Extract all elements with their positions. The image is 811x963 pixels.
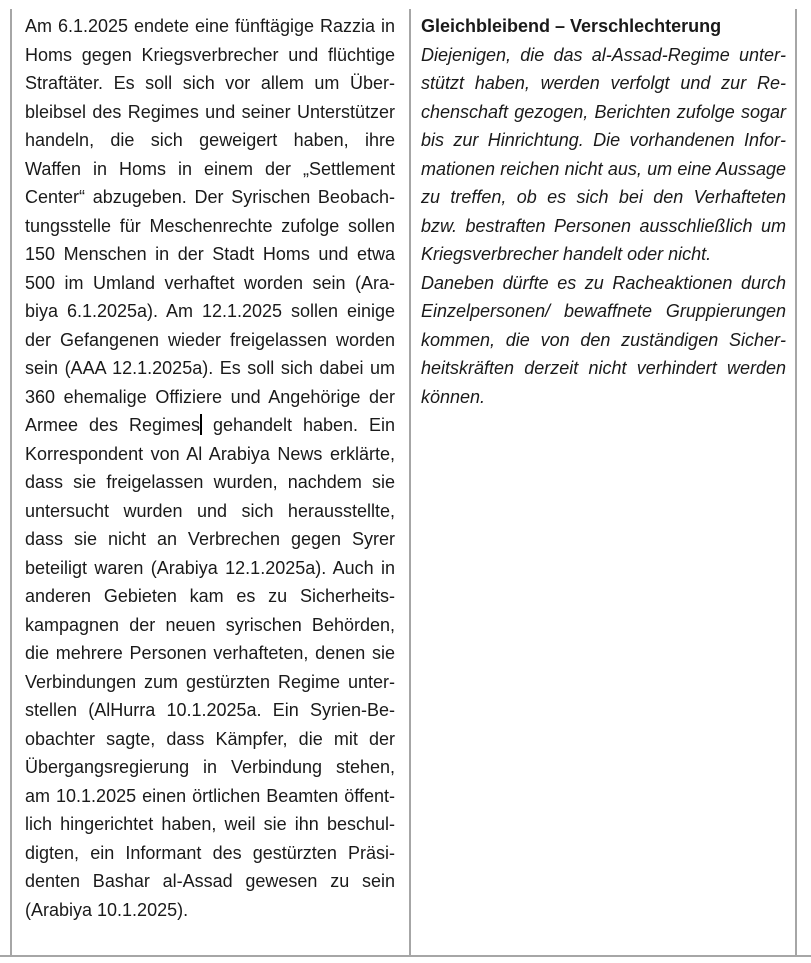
table-border-right [795, 9, 797, 957]
table-border-left [10, 9, 12, 957]
right-paragraph-2: Daneben dürfte es zu Racheaktionen durch Einzelpersonen/ bewaffnete Gruppierungen kommen, die von den zuständigen Sicherheitskräften derzeit nicht verhindert werden können. [421, 272, 786, 407]
left-text-before-caret: Am 6.1.2025 endete eine fünftägige Razzia in Homs gegen Kriegsverbrecher und flüchtige Straftäter. Es soll sich vor allem um Überbleibsel des Regimes und seiner Unterstützer handeln, die sich geweigert haben, ihre Waffen in Homs in einem der „Settlement Center“ abzugeben. Der Syrischen Beobachtungsstelle für Meschenrechte zufolge sollen 150 Menschen in der Stadt Homs und etwa 500 im Umland verhaftet worden sein (Arabiya 6.1.2025a). Am 12.1.2025 sollen einige der Gefangenen wieder freigelassen worden sein (AAA 12.1.2025a). Es soll sich dabei um 360 ehemalige Offiziere und Angehörige der Armee des Regimes [25, 16, 395, 435]
right-column-heading: Gleichbleibend – Verschlechterung [421, 16, 722, 36]
table-border-bottom [0, 955, 811, 957]
right-paragraph-1: Diejenigen, die das al-Assad-Regime unterstützt haben, werden verfolgt und zur Rechenschaft gezogen, Berichten zufolge sogar bis zur Hinrichtung. Die vorhandenen Informationen reichen nicht aus, um eine Aussage zu treffen, ob es sich bei den Verhafteten bzw. bestraften Personen ausschließlich um Kriegsverbrecher handelt oder nicht. [421, 44, 786, 264]
table-border-middle [409, 9, 411, 957]
right-column-text[interactable] [421, 12, 786, 411]
left-column-text[interactable] [25, 12, 395, 924]
left-paragraph [25, 12, 395, 924]
left-text-after-caret: gehandelt haben. Ein Korrespondent von Al Arabiya News erklärte, dass sie freigelassen wurden, nachdem sie untersucht wurden und sich herausstellte, dass sie nicht an Verbrechen gegen Syrer beteiligt waren (Arabiya 12.1.2025a). Auch in anderen Gebieten kam es zu Sicherheitskampagnen der neuen syrischen Behörden, die mehrere Personen verhafteten, denen sie Verbindungen zum gestürzten Regime unterstellen (AlHurra 10.1.2025a. Ein Syrien-Beobachter sagte, dass Kämpfer, die mit der Übergangsregierung in Verbindung stehen, am 10.1.2025 einen örtlichen Beamten öffentlich hingerichtet haben, weil sie ihn beschuldigten, ein Informant des gestürzten Präsidenten Bashar al-Assad gewesen zu sein (Arabiya 10.1.2025). [25, 415, 395, 920]
